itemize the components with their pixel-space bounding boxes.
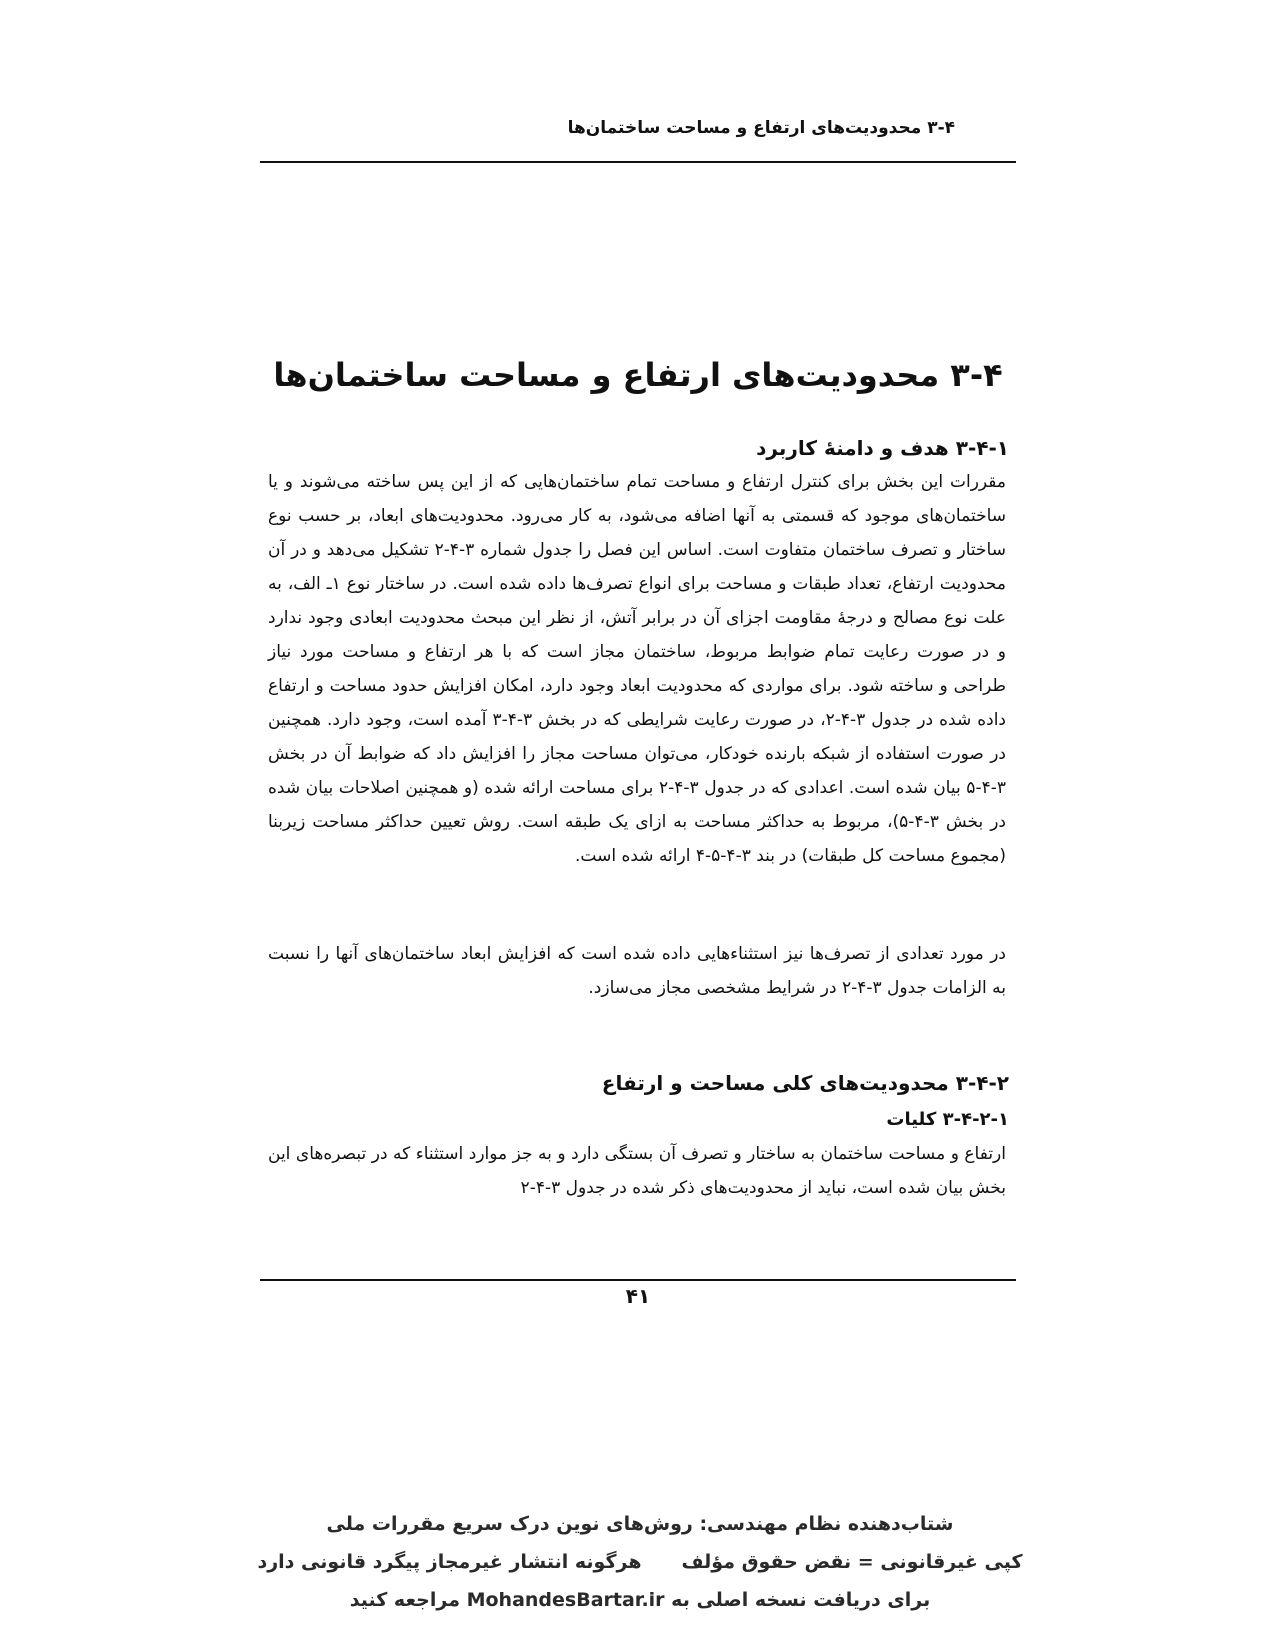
section-2-paragraph-1: ارتفاع و مساحت ساختمان به ساختار و تصرف آن بستگی دارد و به جز موارد استثناء که در تبصره‌های این بخش بیان شده است، نباید از محدودیت‌های ذکر شده در جدول ۳-۴-۲	[268, 1144, 1006, 1198]
page-number: ۴۱	[625, 1284, 651, 1308]
watermark-line-3: برای دریافت نسخه اصلی به MohandesBartar.ir مراجعه کنید	[349, 1589, 931, 1611]
header-rule	[260, 161, 1016, 163]
watermark-copyright-notice: کپی غیرقانونی = نقض حقوق مؤلف	[681, 1551, 1023, 1573]
section-1-paragraph-1: مقررات این بخش برای کنترل ارتفاع و مساحت تمام ساختمان‌هایی که از این پس ساخته می‌شوند و یا ساختمان‌های موجود که قسمتی به آنها اضافه می‌شود، به کار می‌رود. محدودیت‌های ابعاد، بر حسب نوع ساختار و تصرف ساختمان متفاوت است. اساس این فصل را جدول شماره ۳-۴-۲ تشکیل می‌دهد و در آن محدودیت ارتفاع، تعداد طبقات و مساحت برای انواع تصرف‌ها داده شده است. در ساختار نوع ۱ـ الف، به علت نوع مصالح و درجهٔ مقاومت اجزای آن در برابر آتش، از نظر این مبحث محدودیت ابعادی وجود ندارد و در صورت رعایت تمام ضوابط مربوط، ساختمان مجاز است که با هر ارتفاع و مساحت مورد نیاز طراحی و ساخته شود. برای مواردی که محدودیت ابعاد وجود دارد، امکان افزایش حدود مساحت و ارتفاع داده شده در جدول ۳-۴-۲، در صورت رعایت شرایطی که در بخش ۳-۴-۳ آمده است، وجود دارد. همچنین در صورت استفاده از شبکه بارنده خودکار، می‌توان مساحت مجاز را افزایش داد که ضوابط آن در بخش ۳-۴-۵ بیان شده است. اعدادی که در جدول ۳-۴-۲ برای مساحت ارائه شده (و همچنین اصلاحات بیان شده در بخش ۳-۴-۵)، مربوط به حداکثر مساحت به ازای یک طبقه است. روش تعیین حداکثر مساحت زیربنا (مجموع مساحت کل طبقات) در بند ۳-۴-۵-۴ ارائه شده است.	[268, 472, 1006, 866]
section-heading-2: ۳-۴-۲ محدودیت‌های کلی مساحت و ارتفاع	[601, 1071, 1009, 1095]
section-heading-1: ۳-۴-۱ هدف و دامنهٔ کاربرد	[756, 436, 1009, 460]
chapter-title: ۳-۴ محدودیت‌های ارتفاع و مساحت ساختمان‌ها	[273, 356, 1003, 394]
watermark	[200, 1505, 1080, 1619]
section-1-paragraph-2: در مورد تعدادی از تصرف‌ها نیز استثناءهایی داده شده است که افزایش ابعاد ساختمان‌های آنها را نسبت به الزامات جدول ۳-۴-۲ در شرایط مشخصی مجاز می‌سازد.	[268, 944, 1006, 998]
subsection-heading: ۳-۴-۲-۱ کلیات	[886, 1109, 1009, 1130]
watermark-line-2	[200, 1543, 1080, 1581]
watermark-legal-notice: هرگونه انتشار غیرمجاز پیگرد قانونی دارد	[257, 1551, 642, 1573]
footer-rule	[260, 1279, 1016, 1281]
running-header: ۳-۴ محدودیت‌های ارتفاع و مساحت ساختمان‌ها	[567, 118, 955, 138]
watermark-line-1: شتاب‌دهنده نظام مهندسی: روش‌های نوین درک سریع مقررات ملی	[326, 1513, 954, 1535]
